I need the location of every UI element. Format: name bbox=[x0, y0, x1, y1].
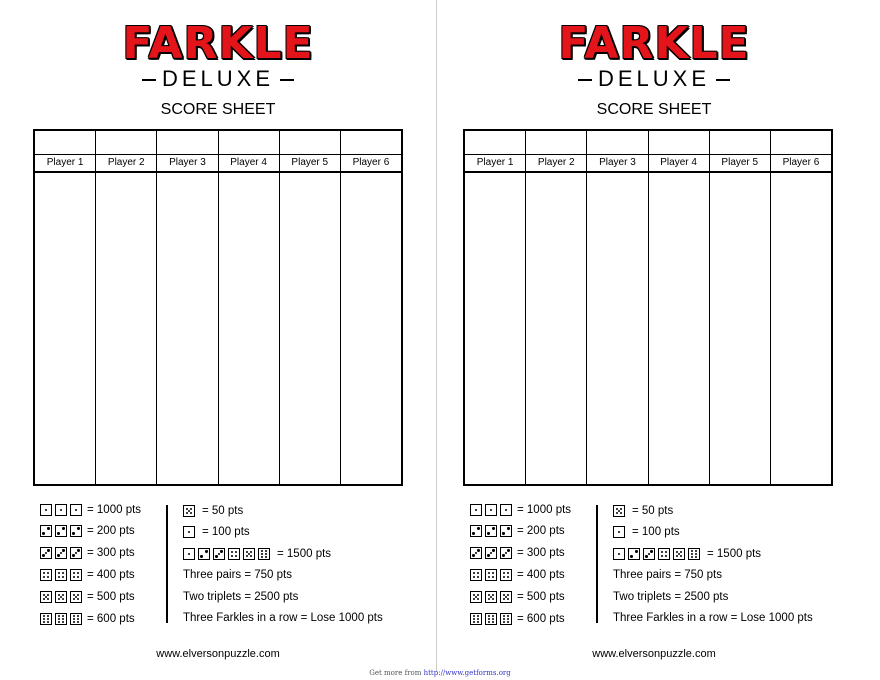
player-column bbox=[279, 131, 340, 484]
score-sheet-right bbox=[436, 0, 872, 680]
rule-text: = 100 pts bbox=[202, 526, 250, 538]
die-face-3-icon bbox=[470, 547, 482, 559]
die-face-6-icon bbox=[485, 613, 497, 625]
die-face-2-icon bbox=[628, 548, 640, 560]
rule-text: = 400 pts bbox=[87, 569, 135, 581]
footer-prefix: Get more from bbox=[369, 669, 424, 677]
rule-text: Three Farkles in a row = Lose 1000 pts bbox=[183, 612, 383, 624]
player-name-cell[interactable] bbox=[649, 131, 709, 155]
die-face-2-icon bbox=[40, 525, 52, 537]
die-face-1-icon bbox=[40, 504, 52, 516]
die-face-5-icon bbox=[183, 505, 195, 517]
player-name-cell[interactable] bbox=[96, 131, 156, 155]
player-column bbox=[465, 131, 525, 484]
player-header: Player 2 bbox=[526, 155, 586, 173]
title-deluxe bbox=[436, 66, 872, 92]
score-cell[interactable] bbox=[587, 173, 647, 484]
die-face-2-icon bbox=[55, 525, 67, 537]
die-face-3-icon bbox=[500, 547, 512, 559]
scoring-rule bbox=[613, 567, 722, 583]
die-face-6-icon bbox=[500, 613, 512, 625]
scoring-rule bbox=[183, 589, 298, 605]
die-face-6-icon bbox=[40, 613, 52, 625]
rule-text: = 500 pts bbox=[87, 591, 135, 603]
player-column bbox=[340, 131, 401, 484]
rule-text: = 1000 pts bbox=[517, 504, 572, 516]
die-face-6-icon bbox=[258, 548, 270, 560]
die-face-5-icon bbox=[70, 591, 82, 603]
rule-text: = 50 pts bbox=[632, 505, 674, 517]
dash-left bbox=[142, 79, 156, 81]
deluxe-label: DELUXE bbox=[161, 66, 275, 91]
score-cell[interactable] bbox=[649, 173, 709, 484]
die-face-3-icon bbox=[40, 547, 52, 559]
player-header: Player 2 bbox=[96, 155, 156, 173]
score-cell[interactable] bbox=[280, 173, 340, 484]
player-name-cell[interactable] bbox=[280, 131, 340, 155]
die-face-2-icon bbox=[485, 525, 497, 537]
die-face-1-icon bbox=[183, 526, 195, 538]
rule-text: = 600 pts bbox=[517, 613, 565, 625]
die-face-1-icon bbox=[485, 504, 497, 516]
player-column bbox=[709, 131, 770, 484]
player-header: Player 1 bbox=[465, 155, 525, 173]
scoring-rule bbox=[40, 523, 135, 539]
scoring-rule bbox=[613, 589, 728, 605]
score-sheet-left bbox=[0, 0, 436, 680]
die-face-4-icon bbox=[500, 569, 512, 581]
rule-text: = 50 pts bbox=[202, 505, 244, 517]
scoring-rule bbox=[613, 503, 673, 519]
score-cell[interactable] bbox=[157, 173, 217, 484]
scoring-rule bbox=[470, 545, 565, 561]
die-face-1-icon bbox=[500, 504, 512, 516]
player-header: Player 3 bbox=[587, 155, 647, 173]
die-face-5-icon bbox=[500, 591, 512, 603]
scoring-rule bbox=[470, 567, 565, 583]
rule-text: Two triplets = 2500 pts bbox=[183, 591, 299, 603]
die-face-2-icon bbox=[70, 525, 82, 537]
scoring-rule bbox=[470, 611, 565, 627]
die-face-2-icon bbox=[198, 548, 210, 560]
score-sheet-title: SCORE SHEET bbox=[160, 101, 276, 118]
die-face-6-icon bbox=[470, 613, 482, 625]
die-face-3-icon bbox=[55, 547, 67, 559]
die-face-4-icon bbox=[228, 548, 240, 560]
footer-link[interactable]: http://www.getforms.org bbox=[423, 669, 511, 677]
player-header: Player 4 bbox=[649, 155, 709, 173]
scoring-rule bbox=[40, 502, 141, 518]
die-face-1-icon bbox=[613, 548, 625, 560]
die-face-5-icon bbox=[55, 591, 67, 603]
rule-text: = 200 pts bbox=[517, 525, 565, 537]
scoring-rule bbox=[470, 523, 565, 539]
scoring-rule bbox=[183, 567, 292, 583]
scoring-rule bbox=[40, 611, 135, 627]
rule-text: = 100 pts bbox=[632, 526, 680, 538]
score-cell[interactable] bbox=[465, 173, 525, 484]
rule-text: = 1000 pts bbox=[87, 504, 142, 516]
die-face-4-icon bbox=[55, 569, 67, 581]
die-face-2-icon bbox=[500, 525, 512, 537]
player-name-cell[interactable] bbox=[526, 131, 586, 155]
scoring-rule bbox=[470, 589, 565, 605]
dash-right bbox=[716, 79, 730, 81]
player-name-cell[interactable] bbox=[587, 131, 647, 155]
scoring-rule bbox=[183, 610, 383, 626]
score-cell[interactable] bbox=[771, 173, 831, 484]
dash-right bbox=[280, 79, 294, 81]
scoring-rule bbox=[613, 524, 680, 540]
die-face-6-icon bbox=[55, 613, 67, 625]
scoring-rule bbox=[613, 610, 813, 626]
score-cell[interactable] bbox=[219, 173, 279, 484]
website-url[interactable]: www.elversonpuzzle.com bbox=[156, 648, 280, 660]
die-face-3-icon bbox=[70, 547, 82, 559]
die-face-5-icon bbox=[613, 505, 625, 517]
player-name-cell[interactable] bbox=[157, 131, 217, 155]
die-face-4-icon bbox=[485, 569, 497, 581]
die-face-4-icon bbox=[40, 569, 52, 581]
player-header: Player 6 bbox=[771, 155, 831, 173]
title-farkle: FARKLE bbox=[558, 18, 750, 69]
website-url[interactable]: www.elversonpuzzle.com bbox=[592, 648, 716, 660]
die-face-4-icon bbox=[658, 548, 670, 560]
die-face-3-icon bbox=[485, 547, 497, 559]
rule-text: = 300 pts bbox=[87, 547, 135, 559]
scoring-rule bbox=[40, 545, 135, 561]
rule-text: Two triplets = 2500 pts bbox=[613, 591, 729, 603]
player-name-cell[interactable] bbox=[710, 131, 770, 155]
player-column bbox=[648, 131, 709, 484]
scoring-rule bbox=[183, 546, 331, 562]
rule-text: Three pairs = 750 pts bbox=[613, 569, 722, 581]
rule-text: = 1500 pts bbox=[707, 548, 762, 560]
player-name-cell[interactable] bbox=[465, 131, 525, 155]
die-face-1-icon bbox=[613, 526, 625, 538]
die-face-5-icon bbox=[485, 591, 497, 603]
dash-left bbox=[578, 79, 592, 81]
die-face-4-icon bbox=[70, 569, 82, 581]
score-table bbox=[463, 129, 833, 486]
rule-text: = 600 pts bbox=[87, 613, 135, 625]
score-cell[interactable] bbox=[526, 173, 586, 484]
player-column bbox=[218, 131, 279, 484]
player-column bbox=[525, 131, 586, 484]
title-farkle: FARKLE bbox=[122, 18, 314, 69]
score-cell[interactable] bbox=[96, 173, 156, 484]
die-face-4-icon bbox=[470, 569, 482, 581]
player-column bbox=[770, 131, 831, 484]
die-face-3-icon bbox=[213, 548, 225, 560]
player-header: Player 5 bbox=[710, 155, 770, 173]
rule-text: = 1500 pts bbox=[277, 548, 332, 560]
player-header: Player 3 bbox=[157, 155, 217, 173]
scoring-rule bbox=[183, 503, 243, 519]
score-table bbox=[33, 129, 403, 486]
score-cell[interactable] bbox=[710, 173, 770, 484]
scoring-rule bbox=[470, 502, 571, 518]
rule-text: = 400 pts bbox=[517, 569, 565, 581]
scoring-rule bbox=[40, 567, 135, 583]
player-column bbox=[35, 131, 95, 484]
scoring-rule bbox=[183, 524, 250, 540]
rules-divider bbox=[166, 505, 168, 623]
scoring-rule bbox=[613, 546, 761, 562]
player-column bbox=[586, 131, 647, 484]
die-face-1-icon bbox=[183, 548, 195, 560]
player-header: Player 4 bbox=[219, 155, 279, 173]
die-face-5-icon bbox=[40, 591, 52, 603]
deluxe-label: DELUXE bbox=[597, 66, 711, 91]
score-cell[interactable] bbox=[35, 173, 95, 484]
die-face-5-icon bbox=[470, 591, 482, 603]
player-name-cell[interactable] bbox=[219, 131, 279, 155]
rule-text: Three Farkles in a row = Lose 1000 pts bbox=[613, 612, 813, 624]
score-cell[interactable] bbox=[341, 173, 401, 484]
rule-text: = 500 pts bbox=[517, 591, 565, 603]
player-name-cell[interactable] bbox=[35, 131, 95, 155]
die-face-6-icon bbox=[688, 548, 700, 560]
die-face-1-icon bbox=[55, 504, 67, 516]
die-face-1-icon bbox=[70, 504, 82, 516]
player-header: Player 5 bbox=[280, 155, 340, 173]
die-face-1-icon bbox=[470, 504, 482, 516]
title-deluxe bbox=[0, 66, 436, 92]
player-name-cell[interactable] bbox=[341, 131, 401, 155]
rule-text: Three pairs = 750 pts bbox=[183, 569, 292, 581]
die-face-5-icon bbox=[243, 548, 255, 560]
die-face-5-icon bbox=[673, 548, 685, 560]
player-column bbox=[156, 131, 217, 484]
player-header: Player 1 bbox=[35, 155, 95, 173]
die-face-6-icon bbox=[70, 613, 82, 625]
player-column bbox=[95, 131, 156, 484]
footer-note bbox=[0, 669, 880, 677]
rule-text: = 200 pts bbox=[87, 525, 135, 537]
player-header: Player 6 bbox=[341, 155, 401, 173]
scoring-rule bbox=[40, 589, 135, 605]
die-face-3-icon bbox=[643, 548, 655, 560]
player-name-cell[interactable] bbox=[771, 131, 831, 155]
rules-divider bbox=[596, 505, 598, 623]
rule-text: = 300 pts bbox=[517, 547, 565, 559]
die-face-2-icon bbox=[470, 525, 482, 537]
score-sheet-title: SCORE SHEET bbox=[596, 101, 712, 118]
